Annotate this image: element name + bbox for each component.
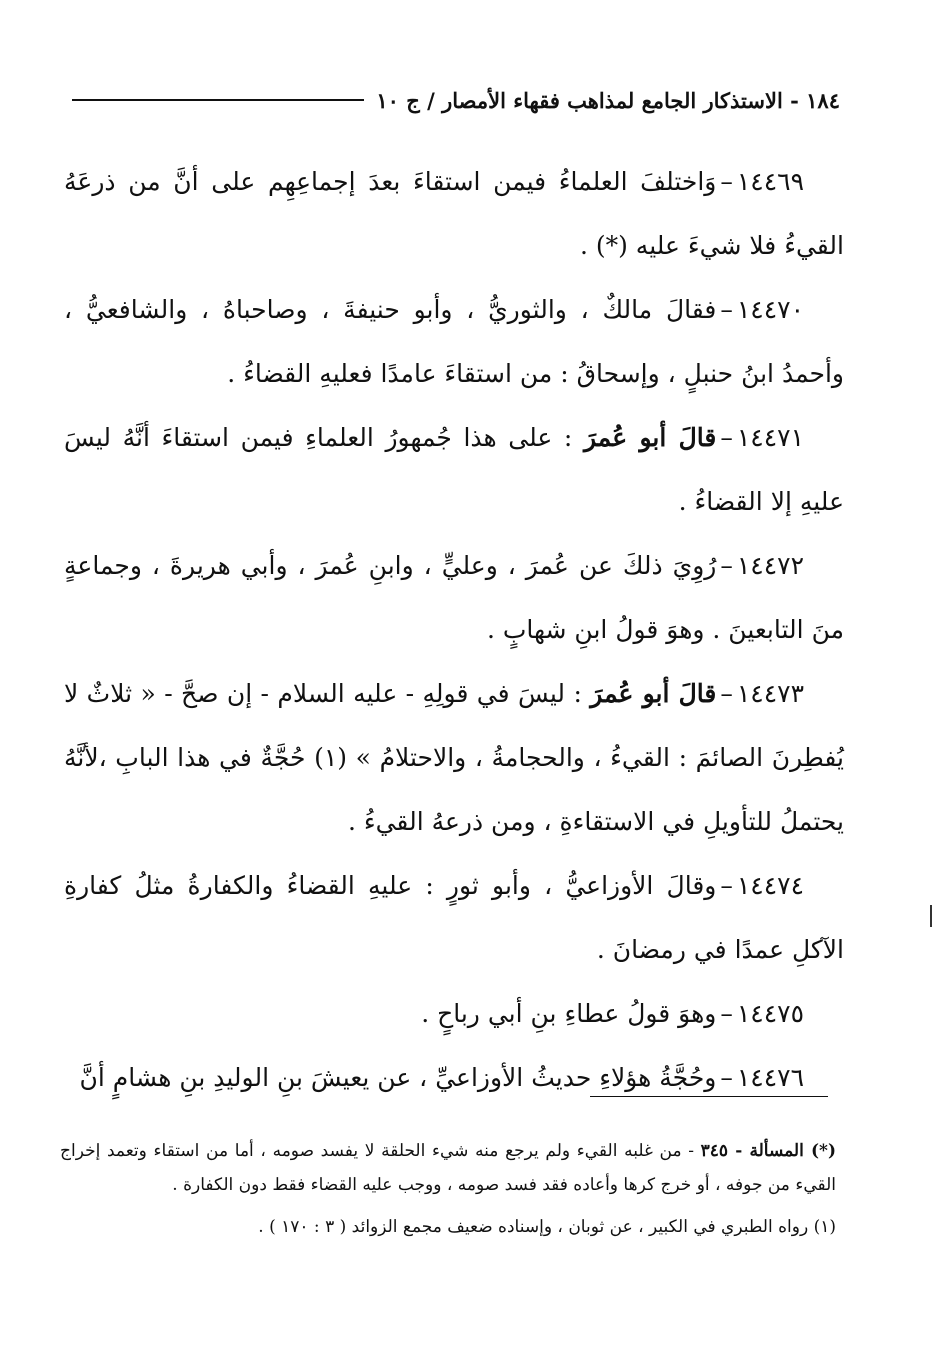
paragraph-text: فقالَ مالكٌ ، والثوريُّ ، وأبو حنيفةَ ، وصاحباهُ ، والشافعيُّ ، وأحمدُ ابنُ حنبلٍ ، وإسحاقُ : من استقاءَ عامدًا فعليهِ القضاءُ . xyxy=(64,295,844,388)
dash-separator: – xyxy=(720,1063,733,1092)
dash-separator: – xyxy=(720,423,733,452)
speaker-lead: قالَ أبو عُمرَ xyxy=(583,423,717,452)
paragraph-text: وقالَ الأوزاعيُّ ، وأبو ثورٍ : عليهِ القضاءُ والكفارةُ مثلُ كفارةِ الآكلِ عمدًا في رمضانَ . xyxy=(64,871,844,964)
paragraph-number: ١٤٤٧٠ xyxy=(736,295,804,324)
paragraph-14474 xyxy=(64,854,844,982)
paragraph-number: ١٤٤٦٩ xyxy=(736,167,804,196)
footnote-issue-345 xyxy=(60,1134,836,1202)
footnote-text: - من غلبه القيء ولم يرجع منه شيء الحلقة لا يفسد صومه ، أما من استقاء وتعمد إخراج القيء من جوفه ، أو خرج كرها وأعاده فقد فسد صومه ، ووجب عليه القضاء فقط دون الكفارة . xyxy=(60,1141,836,1195)
dash-separator: – xyxy=(720,679,733,708)
paragraph-14471 xyxy=(64,406,844,534)
paragraph-text: وَاختلفَ العلماءُ فيمن استقاءَ بعدَ إجماعِهِم على أنَّ من ذرعَهُ القيءُ فلا شيءَ عليه (*) . xyxy=(64,167,844,260)
footnote-1 xyxy=(60,1210,836,1244)
scan-edge-mark xyxy=(930,905,932,927)
dash-separator: – xyxy=(720,295,733,324)
footnote-marker: (*) المسألة - ٣٤٥ xyxy=(700,1141,836,1161)
paragraph-number: ١٤٤٧١ xyxy=(736,423,805,452)
paragraph-text: : ليسَ في قولِهِ - عليه السلام - إن صحَّ - « ثلاثٌ لا يُفطِرنَ الصائمَ : القيءُ ، والحجامةُ ، والاحتلامُ » (١) حُجَّةٌ في هذا البابِ ،لأنَّهُ يحتملُ للتأويلِ في الاستقاءةِ ، ومن ذرعهُ القيءُ . xyxy=(64,679,844,836)
footnote-marker: (١) xyxy=(813,1217,836,1237)
header-rule xyxy=(72,99,364,101)
dash-separator: – xyxy=(720,551,733,580)
paragraph-14475 xyxy=(64,982,844,1046)
header-title: ١٨٤ - الاستذكار الجامع لمذاهب فقهاء الأمصار / ج ١٠ xyxy=(376,87,840,113)
paragraph-text: : على هذا جُمهورُ العلماءِ فيمن استقاءَ أنَّهُ ليسَ عليهِ إلا القضاءُ . xyxy=(64,423,844,516)
paragraph-text: وهوَ قولُ عطاءِ بنِ أبي رباحٍ . xyxy=(421,999,717,1028)
paragraph-14469 xyxy=(64,150,844,278)
footnote-separator xyxy=(590,1096,828,1097)
speaker-lead: قالَ أبو عُمرَ xyxy=(590,679,717,708)
main-text xyxy=(64,150,844,1110)
paragraph-number: ١٤٤٧٦ xyxy=(736,1063,804,1092)
paragraph-number: ١٤٤٧٥ xyxy=(736,999,804,1028)
paragraph-14470 xyxy=(64,278,844,406)
dash-separator: – xyxy=(720,871,733,900)
footnotes xyxy=(60,1134,836,1244)
paragraph-14473 xyxy=(64,662,844,854)
paragraph-text: رُوِيَ ذلكَ عن عُمرَ ، وعليٍّ ، وابنِ عُمرَ ، وأبي هريرةَ ، وجماعةٍ منَ التابعينَ . وهوَ قولُ ابنِ شهابٍ . xyxy=(64,551,844,644)
footnote-gap xyxy=(60,1202,836,1210)
paragraph-14476 xyxy=(64,1046,844,1110)
paragraph-14472 xyxy=(64,534,844,662)
dash-separator: – xyxy=(720,167,733,196)
running-header xyxy=(72,82,840,118)
paragraph-number: ١٤٤٧٤ xyxy=(736,871,804,900)
paragraph-number: ١٤٤٧٣ xyxy=(736,679,804,708)
dash-separator: – xyxy=(720,999,733,1028)
paragraph-number: ١٤٤٧٢ xyxy=(736,551,804,580)
footnote-text: رواه الطبري في الكبير ، عن ثوبان ، وإسناده ضعيف مجمع الزوائد ( ٣ : ١٧٠ ) . xyxy=(258,1217,809,1237)
paragraph-text: وحُجَّةُ هؤلاءِ حديثُ الأوزاعيِّ ، عن يعيشَ بنِ الوليدِ بنِ هشامٍ أنَّ xyxy=(79,1063,717,1092)
